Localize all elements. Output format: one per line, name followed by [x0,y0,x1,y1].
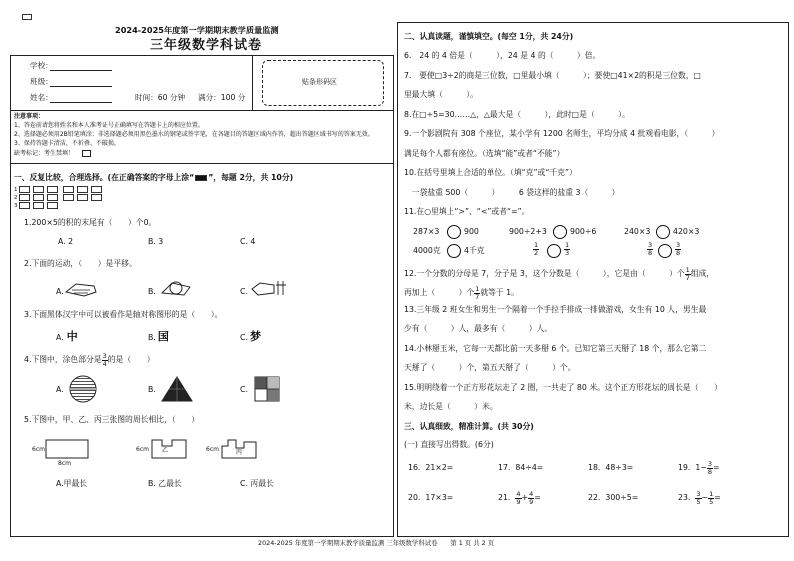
q5-option-a[interactable]: A.甲最长 [56,479,88,488]
q12-line1: 12.一个分数的分母是 7，分子是 3，这个分数是（ ），它是由（ ）个 $\frac{1}{7}$ 组成， [404,266,715,282]
class-label: 班级： [30,77,53,86]
q13-line2: 少有（ ）人，最多有（ ）人。 [404,324,553,333]
q5-fig2-label: 乙 [162,447,169,454]
q1-option-a[interactable]: A. 2 [58,237,74,246]
q1-text: 1.200×5的积的末尾有（ ）个0。 [24,218,157,227]
q2-text: 2.下面的运动，（ ）是平移。 [24,259,137,268]
q2-option-a[interactable]: A. [56,287,64,296]
note-1: 1、答卷前请您将姓名和本人准考证号正确填写在答题卡上的相应位置。 [14,122,204,129]
cmp3-circle[interactable] [656,225,670,239]
cmp2-right: 900÷6 [570,227,597,236]
q5-option-c[interactable]: C. 丙最长 [240,479,274,488]
section3-subtitle: (一) 直接写出得数。(6分) [404,440,494,449]
name-label: 姓名： [30,93,53,102]
cmp3-left: 240×3 [624,227,651,236]
cmp2-circle[interactable] [553,225,567,239]
q15-line1: 15.明明绕着一个正方形花坛走了 2 圈，一共走了 80 米。这个正方形花坛的周长是（ ） [404,383,722,392]
q9-line1: 9.一个影剧院有 308 个座位，某小学有 1200 名师生，平均分成 4 批观看电影，（ ） [404,129,720,138]
q4-option-b[interactable]: B. [148,385,156,394]
calc-20: 20. 17×3= [408,493,454,502]
answer-bubbles: 1 2 3 [14,186,105,210]
absent-checkbox[interactable] [82,150,91,157]
score-label: 满分：100 分 [198,93,246,102]
cmp1-left: 287×3 [413,227,440,236]
cmp1-right: 900 [464,227,479,236]
q7-line2: 里最大填（ ）。 [404,90,479,99]
calc-21: 21. $\frac{4}{9}$ + $\frac{4}{9}$ = [498,490,541,506]
q3-option-b[interactable]: B. 国 [148,330,169,343]
cmp6-right-fraction: $\frac{3}{8}$ [676,241,681,257]
cmp6-left-fraction: $\frac{3}{8}$ [648,241,653,257]
q2-figure-b-icon [158,279,194,297]
q3-option-a[interactable]: A. 中 [56,330,78,343]
q4-figure-circle-icon [68,374,98,404]
exam-title: 2024-2025年度第一学期期末教学质量监测 [115,25,279,35]
calc-16: 16. 21×2= [408,463,454,472]
q13-line1: 13.三年级 2 班女生和男生一个隔着一个手拉手排成一排做游戏，女生有 10 人，男生最 [404,305,707,314]
q4-figure-triangle-icon [160,375,194,403]
q6-line: 6. 24 的 4 倍是（ ），24 是 4 的（ ）倍。 [404,51,601,60]
q4-option-c[interactable]: C. [240,385,248,394]
q4-text: 4.下图中，涂色部分是 $\frac{3}{4}$ 的是（ ） [24,352,155,368]
subject-title: 三年级数学科试卷 [150,38,263,53]
q2-figure-c-icon [250,279,288,297]
cmp4-right: 4千克 [464,246,485,255]
q4-figure-square-icon [254,376,280,402]
cmp4-left: 4000克 [413,246,441,255]
barcode-label: 贴条形码区 [302,78,337,86]
q2-figure-a-icon [64,280,98,298]
cmp2-left: 900÷2+3 [509,227,547,236]
q5-option-b[interactable]: B. 乙最长 [148,479,182,488]
cmp4-circle[interactable] [447,244,461,258]
q3-option-c[interactable]: C. 梦 [240,330,261,343]
absent-label: 缺考标记：考生禁填！ [14,150,75,157]
cmp5-left-fraction: $\frac{1}{2}$ [534,241,539,257]
q15-line2: 米，边长是（ ）米。 [404,402,498,411]
page-footer: 2024-2025 年度第一学期期末教学质量监测 三年级数学科试卷 第 1 页 共 2 页 [258,539,495,547]
note-3: 3、保持答题卡清洁，不折叠、不破损。 [14,140,120,147]
q7-line1: 7. 要使□3÷2的商是三位数，□里最小填（ ）；要使□41×2的积是三位数，□ [404,71,701,80]
q2-option-b[interactable]: B. [148,287,156,296]
cmp3-right: 420×3 [673,227,700,236]
section2-title: 二、认真读题，谨慎填空。(每空 1分，共 24分) [404,32,574,41]
section1-title: 一、反复比较，合理选择。(在正确答案的字母上涂“ ”，每题 2分，共 10分) [14,173,294,182]
note-2: 2、选择题必须用2B铅笔填涂；非选择题必须用黑色墨水的钢笔或签字笔，在各题目的答题区域内作答，超出答题区域书写的答案无效。 [14,131,374,138]
calc-19: 19. 1− $\frac{3}{8}$ = [678,460,720,476]
q11-line: 11.在○里填上“>”、“<”或者“=”。 [404,207,530,216]
q5-fig2-height: 6cm [136,446,149,453]
section3-title: 三、认真细致，精准计算。(共 30分) [404,422,534,431]
time-label: 时间：60 分钟 [135,93,186,102]
q5-text: 5.下图中，甲、乙、丙三张图的周长相比，（ ） [24,415,200,424]
q10-line1: 10.在括号里填上合适的单位。（填“克”或“千克”） [404,168,577,177]
cmp1-circle[interactable] [447,225,461,239]
q4-fraction: $\frac{3}{4}$ [102,352,107,368]
cmp5-circle[interactable] [547,244,561,258]
q3-text: 3.下面黑体汉字中可以被看作是轴对称图形的是（ ）。 [24,310,223,319]
cmp5-right-fraction: $\frac{1}{3}$ [565,241,570,257]
q1-option-b[interactable]: B. 3 [148,237,164,246]
notes-title: 注意事项： [14,113,45,120]
q4-option-a[interactable]: A. [56,385,64,394]
q14-line2: 天掰了（ ）个，第五天掰了（ ）个。 [404,363,576,372]
q8-line: 8.在□÷5=30……△，△最大是（ ），此时□是（ ）。 [404,110,630,119]
calc-17: 17. 84÷4= [498,463,544,472]
q5-fig1-height: 6cm [32,446,45,453]
q10-line2: 一袋盐重 500（ ） 6 袋这样的盐重 3（ ） [404,188,620,197]
q9-line2: 满足每个人都有座位。（选填“能”或者“不能”） [404,149,565,158]
calc-23: 23. $\frac{3}{5}$ − $\frac{1}{5}$ = [678,490,721,506]
page-corner-mark [22,14,32,20]
calc-18: 18. 48÷3= [588,463,634,472]
q1-option-c[interactable]: C. 4 [240,237,256,246]
school-label: 学校： [30,61,53,70]
q5-fig1-width: 8cm [58,460,71,467]
q12-line2: 再加上（ ）个 $\frac{1}{7}$ 就等于 1。 [404,285,519,301]
cmp6-circle[interactable] [658,244,672,258]
q2-option-c[interactable]: C. [240,287,248,296]
q5-fig3-height: 6cm [206,446,219,453]
q14-line1: 14.小林掰玉米，它每一天都比前一天多掰 6 个。已知它第三天掰了 18 个，那么它第二 [404,344,707,353]
calc-22: 22. 300÷5= [588,493,639,502]
q5-fig3-label: 丙 [236,449,243,456]
